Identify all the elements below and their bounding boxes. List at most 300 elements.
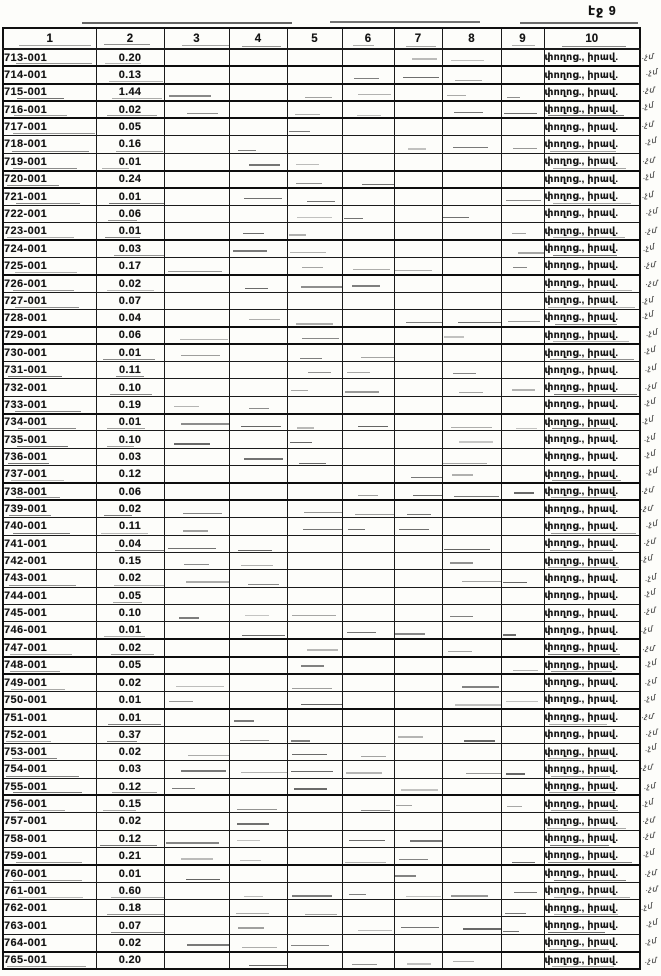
cell-empty	[342, 49, 394, 66]
scan-noise-streak	[352, 964, 377, 965]
cell-empty	[229, 188, 287, 205]
scan-noise-streak	[16, 862, 82, 863]
cell-empty	[164, 49, 229, 66]
cell-parcel-code: 725-001	[3, 257, 96, 274]
cell-empty	[442, 66, 501, 83]
cell-empty	[287, 396, 342, 413]
cell-empty	[287, 275, 342, 292]
cell-empty	[229, 361, 287, 378]
scan-noise-streak	[182, 45, 229, 46]
scan-noise-streak	[241, 426, 281, 427]
cell-empty	[164, 587, 229, 604]
cell-right-type-text: փողոց., իրավ.	[544, 379, 640, 396]
cell-empty	[442, 379, 501, 396]
cell-empty	[164, 223, 229, 240]
cell-empty	[287, 327, 342, 344]
cell-empty	[442, 205, 501, 222]
scan-noise-streak	[345, 862, 386, 863]
table-row	[3, 136, 640, 153]
cell-right-type-text: փողոց., իրավ.	[544, 101, 640, 118]
scan-noise-streak	[462, 686, 499, 688]
cell-area-value: 0.24	[96, 171, 164, 188]
cell-empty	[342, 657, 394, 674]
scan-noise-streak	[463, 928, 501, 930]
cell-empty	[394, 674, 442, 691]
scan-noise-streak	[551, 497, 617, 498]
cell-area-value: 0.03	[96, 448, 164, 465]
margin-mark: .չմ	[644, 692, 657, 703]
table-row	[3, 917, 640, 934]
scan-noise-streak	[105, 63, 142, 64]
cell-empty	[442, 153, 501, 170]
cell-empty	[287, 882, 342, 899]
table-row	[3, 223, 640, 240]
cell-area-value: 0.15	[96, 795, 164, 812]
cell-empty	[164, 379, 229, 396]
cell-empty	[501, 257, 544, 274]
scan-noise-streak	[111, 932, 164, 933]
cell-empty	[287, 518, 342, 535]
cell-parcel-code: 738-001	[3, 483, 96, 500]
cell-empty	[501, 552, 544, 569]
margin-mark: .չմ	[641, 100, 655, 112]
cell-empty	[501, 292, 544, 309]
cell-empty	[442, 275, 501, 292]
scan-noise-streak	[294, 788, 327, 790]
cell-parcel-code: 741-001	[3, 535, 96, 552]
margin-mark: .չմ	[640, 762, 654, 773]
column-header: 2	[96, 28, 164, 49]
cell-empty	[287, 865, 342, 882]
scan-noise-streak	[109, 81, 163, 82]
cell-empty	[287, 309, 342, 326]
scan-noise-streak	[347, 632, 377, 633]
cell-empty	[342, 431, 394, 448]
cell-empty	[394, 66, 442, 83]
cell-empty	[229, 500, 287, 517]
cell-parcel-code: 748-001	[3, 657, 96, 674]
scan-artifact-line	[520, 22, 638, 24]
cell-parcel-code: 757-001	[3, 813, 96, 830]
margin-mark: .չմ	[645, 67, 659, 78]
cell-empty	[394, 518, 442, 535]
cell-right-type-text: փողոց., իրավ.	[544, 795, 640, 812]
cell-area-value: 0.06	[96, 205, 164, 222]
cell-empty	[164, 865, 229, 882]
cell-empty	[287, 188, 342, 205]
cell-empty	[394, 257, 442, 274]
scan-noise-streak	[507, 97, 520, 98]
cell-area-value: 0.12	[96, 466, 164, 483]
cell-empty	[229, 379, 287, 396]
margin-mark: .չմ	[643, 586, 657, 598]
cell-area-value: 0.02	[96, 570, 164, 587]
cell-area-value: 0.02	[96, 674, 164, 691]
cell-empty	[342, 587, 394, 604]
cell-empty	[229, 552, 287, 569]
cell-right-type-text: փողոց., իրավ.	[544, 830, 640, 847]
cell-empty	[442, 240, 501, 257]
cell-empty	[442, 622, 501, 639]
cell-empty	[394, 414, 442, 431]
cell-empty	[229, 848, 287, 865]
cell-empty	[501, 188, 544, 205]
table-row	[3, 171, 640, 188]
cell-empty	[229, 917, 287, 934]
scan-noise-streak	[548, 567, 620, 568]
scan-noise-streak	[242, 46, 280, 47]
table-row	[3, 570, 640, 587]
scan-noise-streak	[181, 858, 213, 860]
scan-noise-streak	[410, 840, 442, 842]
cell-right-type-text: փողոց., իրավ.	[544, 327, 640, 344]
cell-empty	[287, 813, 342, 830]
scan-noise-streak	[291, 945, 329, 946]
table-row	[3, 309, 640, 326]
cell-empty	[501, 691, 544, 708]
cell-empty	[342, 778, 394, 795]
cell-right-type-text: փողոց., իրավ.	[544, 674, 640, 691]
table-row	[3, 448, 640, 465]
cell-area-value: 0.04	[96, 309, 164, 326]
scan-noise-streak	[104, 636, 145, 637]
scan-noise-streak	[234, 720, 254, 722]
cell-parcel-code: 755-001	[3, 778, 96, 795]
cell-right-type-text: փողոց., իրավ.	[544, 605, 640, 622]
cell-area-value: 0.10	[96, 605, 164, 622]
cell-area-value: 0.20	[96, 49, 164, 66]
cell-empty	[287, 674, 342, 691]
cell-empty	[164, 709, 229, 726]
cell-empty	[394, 118, 442, 135]
scan-noise-streak	[100, 845, 157, 846]
cell-empty	[342, 153, 394, 170]
scan-noise-streak	[243, 233, 264, 234]
cell-empty	[229, 466, 287, 483]
scan-noise-streak	[459, 392, 483, 393]
table-row	[3, 466, 640, 483]
scan-noise-streak	[552, 480, 622, 481]
scan-noise-streak	[444, 549, 489, 550]
cell-empty	[342, 171, 394, 188]
scan-noise-streak	[248, 584, 280, 585]
cell-empty	[442, 344, 501, 361]
cell-empty	[229, 396, 287, 413]
cell-empty	[394, 223, 442, 240]
cell-empty	[342, 570, 394, 587]
scan-noise-streak	[296, 323, 334, 325]
cell-empty	[287, 66, 342, 83]
margin-mark: .չմ	[644, 536, 657, 546]
cell-parcel-code: 751-001	[3, 709, 96, 726]
cell-area-value: 0.37	[96, 726, 164, 743]
cell-parcel-code: 737-001	[3, 466, 96, 483]
table-row	[3, 101, 640, 118]
cell-empty	[287, 691, 342, 708]
scan-noise-streak	[451, 60, 484, 61]
scan-noise-streak	[358, 495, 377, 496]
cell-empty	[229, 136, 287, 153]
cell-area-value: 0.01	[96, 865, 164, 882]
cell-empty	[229, 344, 287, 361]
scan-noise-streak	[10, 671, 60, 672]
cell-right-type-text: փողոց., իրավ.	[544, 188, 640, 205]
cell-empty	[164, 848, 229, 865]
table-row	[3, 587, 640, 604]
cell-parcel-code: 739-001	[3, 500, 96, 517]
cell-empty	[164, 257, 229, 274]
table-row	[3, 952, 640, 969]
scan-noise-streak	[450, 562, 473, 564]
margin-mark: .չմ	[643, 781, 656, 791]
scan-noise-streak	[104, 515, 132, 516]
cell-right-type-text: փողոց., իրավ.	[544, 136, 640, 153]
cell-empty	[342, 605, 394, 622]
cell-empty	[394, 900, 442, 917]
cell-empty	[229, 778, 287, 795]
scan-noise-streak	[292, 895, 333, 897]
scan-noise-streak	[13, 133, 95, 134]
cell-empty	[164, 674, 229, 691]
cell-empty	[442, 743, 501, 760]
margin-mark: .չմ	[641, 190, 655, 201]
scan-noise-streak	[305, 914, 337, 915]
scan-noise-streak	[242, 947, 276, 948]
margin-mark: .չմ	[640, 553, 654, 564]
scan-noise-streak	[245, 615, 269, 616]
cell-empty	[394, 361, 442, 378]
cell-empty	[287, 483, 342, 500]
table-body	[3, 49, 640, 969]
scan-noise-streak	[168, 271, 222, 272]
table-row	[3, 552, 640, 569]
cell-empty	[229, 431, 287, 448]
cell-area-value: 0.06	[96, 327, 164, 344]
cell-empty	[342, 309, 394, 326]
scan-noise-streak	[554, 897, 630, 898]
scan-noise-streak	[408, 148, 426, 150]
cell-empty	[287, 830, 342, 847]
cell-parcel-code: 750-001	[3, 691, 96, 708]
cell-parcel-code: 721-001	[3, 188, 96, 205]
header-row	[3, 28, 640, 49]
cell-parcel-code: 744-001	[3, 587, 96, 604]
cell-empty	[394, 49, 442, 66]
margin-mark: .չմ	[642, 847, 656, 859]
cell-empty	[342, 205, 394, 222]
cell-empty	[501, 223, 544, 240]
cell-empty	[342, 848, 394, 865]
cell-area-value: 0.01	[96, 188, 164, 205]
scan-noise-streak	[512, 45, 535, 46]
scan-noise-streak	[18, 428, 75, 429]
scan-noise-streak	[184, 564, 209, 565]
scan-noise-streak	[503, 582, 527, 583]
table-row	[3, 518, 640, 535]
cell-right-type-text: փողոց., իրավ.	[544, 49, 640, 66]
cell-parcel-code: 715-001	[3, 84, 96, 101]
cell-empty	[394, 934, 442, 951]
table-row	[3, 500, 640, 517]
scan-noise-streak	[188, 755, 229, 756]
cell-parcel-code: 760-001	[3, 865, 96, 882]
scan-noise-streak	[547, 828, 626, 829]
cell-parcel-code: 745-001	[3, 605, 96, 622]
scan-noise-streak	[112, 792, 157, 793]
cell-area-value: 0.10	[96, 379, 164, 396]
scan-noise-streak	[291, 390, 307, 391]
cell-empty	[442, 813, 501, 830]
cell-empty	[229, 795, 287, 812]
scan-noise-streak	[112, 98, 162, 99]
margin-mark: .չմ	[645, 728, 659, 738]
cell-parcel-code: 731-001	[3, 361, 96, 378]
table-row	[3, 414, 640, 431]
cell-empty	[342, 674, 394, 691]
cell-empty	[287, 171, 342, 188]
cell-area-value: 0.02	[96, 743, 164, 760]
cell-right-type-text: փողոց., իրավ.	[544, 118, 640, 135]
scan-noise-streak	[551, 671, 612, 672]
margin-mark: .չմ	[643, 742, 658, 754]
cell-empty	[442, 917, 501, 934]
cell-empty	[501, 934, 544, 951]
cell-parcel-code: 723-001	[3, 223, 96, 240]
scan-noise-streak	[355, 514, 394, 515]
cell-empty	[342, 552, 394, 569]
scan-noise-streak	[455, 704, 501, 706]
margin-mark: .չմ	[641, 711, 655, 722]
margin-mark: .չմ	[643, 431, 657, 443]
cell-empty	[394, 657, 442, 674]
scan-noise-streak	[305, 97, 333, 98]
cell-empty	[229, 900, 287, 917]
cell-empty	[164, 84, 229, 101]
margin-mark: .չմ	[645, 519, 659, 530]
cell-empty	[342, 518, 394, 535]
cell-empty	[501, 483, 544, 500]
cell-empty	[164, 466, 229, 483]
cell-empty	[442, 431, 501, 448]
scan-noise-streak	[345, 391, 379, 393]
cell-empty	[342, 743, 394, 760]
table-row	[3, 639, 640, 656]
cell-empty	[342, 223, 394, 240]
scan-artifact-line	[82, 22, 292, 24]
cell-empty	[394, 917, 442, 934]
cell-right-type-text: փողոց., իրավ.	[544, 223, 640, 240]
cell-area-value: 0.03	[96, 240, 164, 257]
cell-empty	[342, 240, 394, 257]
cell-empty	[164, 570, 229, 587]
cell-right-type-text: փողոց., իրավ.	[544, 240, 640, 257]
cell-empty	[442, 171, 501, 188]
cell-empty	[442, 466, 501, 483]
scan-noise-streak	[399, 859, 427, 860]
cell-empty	[164, 118, 229, 135]
scan-noise-streak	[514, 492, 535, 494]
data-table	[2, 27, 641, 970]
scan-noise-streak	[107, 290, 153, 291]
scan-noise-streak	[10, 654, 72, 655]
scan-noise-streak	[114, 585, 164, 586]
cell-empty	[342, 813, 394, 830]
margin-mark: .չմ	[640, 503, 654, 514]
scan-noise-streak	[307, 201, 335, 202]
cell-empty	[287, 344, 342, 361]
scan-noise-streak	[109, 203, 164, 204]
cell-empty	[164, 639, 229, 656]
cell-right-type-text: փողոց., իրավ.	[544, 657, 640, 674]
cell-empty	[442, 639, 501, 656]
column-header: 6	[342, 28, 394, 49]
cell-parcel-code: 726-001	[3, 275, 96, 292]
cell-empty	[394, 327, 442, 344]
scan-noise-streak	[116, 376, 144, 377]
cell-empty	[287, 900, 342, 917]
scan-noise-streak	[174, 443, 210, 445]
scan-noise-streak	[233, 250, 267, 252]
scan-noise-streak	[187, 944, 229, 946]
cell-area-value: 0.12	[96, 778, 164, 795]
scan-noise-streak	[6, 776, 79, 777]
cell-empty	[287, 84, 342, 101]
scan-noise-streak	[550, 845, 610, 846]
scan-noise-streak	[7, 966, 85, 967]
scan-noise-streak	[181, 355, 221, 356]
margin-mark: .չմ	[642, 120, 655, 130]
cell-area-value: 0.03	[96, 761, 164, 778]
cell-parcel-code: 727-001	[3, 292, 96, 309]
cell-right-type-text: փողոց., իրավ.	[544, 952, 640, 969]
cell-right-type-text: փողոց., իրավ.	[544, 622, 640, 639]
scan-noise-streak	[347, 372, 370, 373]
scan-noise-streak	[353, 45, 374, 46]
cell-empty	[394, 743, 442, 760]
margin-mark: .չմ	[644, 657, 658, 669]
column-header: 9	[501, 28, 544, 49]
scan-noise-streak	[349, 894, 366, 895]
cell-parcel-code: 743-001	[3, 570, 96, 587]
cell-empty	[229, 292, 287, 309]
cell-empty	[501, 101, 544, 118]
cell-empty	[164, 795, 229, 812]
cell-empty	[229, 153, 287, 170]
cell-empty	[501, 327, 544, 344]
margin-mark: .չմ	[642, 241, 656, 253]
cell-empty	[229, 414, 287, 431]
scan-noise-streak	[249, 965, 287, 966]
scan-noise-streak	[11, 480, 64, 481]
cell-empty	[442, 223, 501, 240]
table-row	[3, 848, 640, 865]
cell-empty	[287, 587, 342, 604]
cell-right-type-text: փողոց., իրավ.	[544, 500, 640, 517]
scan-noise-streak	[548, 115, 623, 116]
scan-noise-streak	[357, 115, 381, 116]
cell-empty	[394, 275, 442, 292]
scan-noise-streak	[361, 810, 391, 811]
cell-area-value: 0.05	[96, 657, 164, 674]
scan-noise-streak	[249, 319, 280, 320]
table-row	[3, 240, 640, 257]
cell-empty	[394, 101, 442, 118]
cell-right-type-text: փողոց., իրավ.	[544, 535, 640, 552]
cell-empty	[342, 795, 394, 812]
cell-empty	[342, 414, 394, 431]
cell-parcel-code: 735-001	[3, 431, 96, 448]
scan-noise-streak	[237, 809, 277, 810]
